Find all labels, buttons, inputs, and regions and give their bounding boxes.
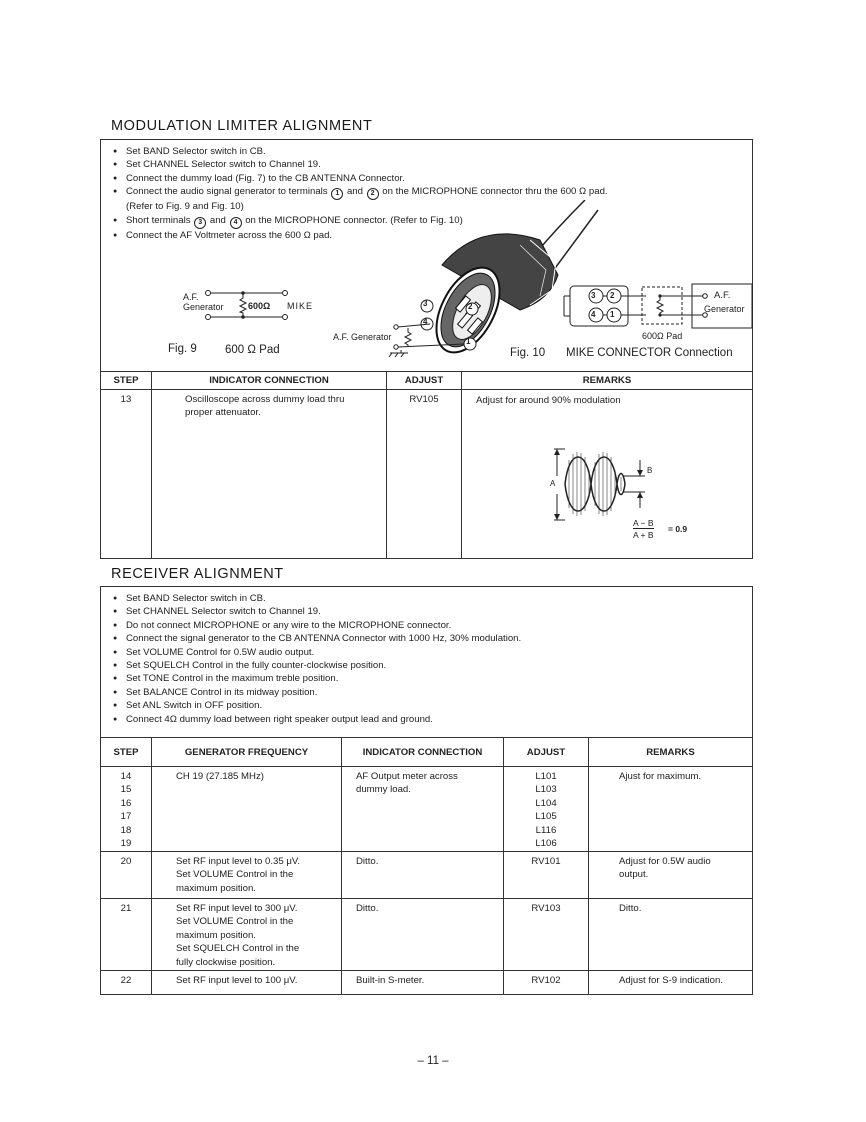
generator-line: CH 19 (27.185 MHz) — [176, 771, 264, 782]
generator-cell — [152, 971, 342, 995]
receiver-table — [100, 737, 753, 995]
remarks-line: output. — [619, 869, 649, 881]
receiver-bullet: ● Set CHANNEL Selector switch to Channel 19. — [113, 605, 521, 618]
indicator-cell — [342, 767, 504, 852]
table-row — [101, 899, 753, 971]
remarks-cell — [589, 971, 753, 995]
col-header-adjust: ADJUST — [387, 372, 462, 390]
receiver-bullet: ● Set BAND Selector switch in CB. — [113, 592, 521, 605]
bullet-text: Short terminals — [126, 214, 191, 226]
remarks-cell — [589, 767, 753, 852]
ratio-value: = 0.9 — [668, 524, 688, 534]
bullet-text: on the MICROPHONE connector. (Refer to Fig. 10) — [245, 214, 463, 226]
adjust-cell — [504, 971, 589, 995]
receiver-bullet: ● Set ANL Switch in OFF position. — [113, 699, 521, 712]
adjust-cell: RV105 — [387, 390, 462, 559]
indicator-cell — [342, 899, 504, 971]
indicator-line: AF Output meter across — [356, 771, 458, 782]
step-value: 15 — [120, 784, 132, 796]
fig10-caption-text: MIKE CONNECTOR Connection — [566, 347, 733, 359]
adjust-value: RV102 — [531, 975, 561, 986]
fig9-mike-label: MIKE — [287, 301, 314, 311]
adjust-value: RV101 — [531, 856, 561, 867]
terminal-2-marker: 2 — [367, 188, 379, 200]
indicator-line: Oscilloscope across dummy load thru — [185, 394, 345, 405]
indicator-line: dummy load. — [356, 784, 411, 796]
receiver-instructions — [113, 592, 521, 726]
col-header-step: STEP — [101, 738, 152, 767]
remarks-line: Ditto. — [619, 903, 642, 914]
modulation-bullet: ● Connect the AF Voltmeter across the 600 Ω pad. — [113, 229, 608, 242]
modulation-bullet — [113, 185, 608, 200]
step-cell: 13 — [101, 390, 152, 559]
terminal-3-marker: 3 — [194, 217, 206, 229]
generator-line: Set RF input level to 100 μV. — [176, 975, 298, 986]
col-header-remarks: REMARKS — [589, 738, 753, 767]
adjust-value: L105 — [535, 811, 557, 823]
generator-cell — [152, 899, 342, 971]
receiver-title: RECEIVER ALIGNMENT — [111, 566, 284, 582]
bullet-text: Connect the audio signal generator to terminals — [126, 186, 328, 198]
remarks-text: Adjust for around 90% modulation — [476, 395, 621, 406]
fig10-af-label: A.F. — [714, 290, 731, 301]
terminal-1-marker: 1 — [331, 188, 343, 200]
indicator-cell — [152, 390, 387, 559]
adjust-value: L104 — [535, 797, 557, 809]
generator-line: Set VOLUME Control in the — [176, 869, 294, 881]
adjust-cell — [504, 852, 589, 899]
ratio-numerator: A − B — [633, 518, 654, 528]
step-value: 17 — [120, 811, 132, 823]
step-value: 14 — [120, 771, 132, 782]
generator-line: Set VOLUME Control in the — [176, 916, 294, 928]
step-cell — [101, 899, 152, 971]
generator-line: Set RF input level to 300 μV. — [176, 903, 298, 914]
pin-2-label: 2 — [468, 302, 473, 311]
fig10-generator-label: Generator — [704, 304, 745, 314]
receiver-bullet: ● Set BALANCE Control in its midway position. — [113, 686, 521, 699]
indicator-cell — [342, 852, 504, 899]
remarks-line: Ajust for maximum. — [619, 771, 702, 782]
indicator-line: proper attenuator. — [185, 407, 261, 419]
col-header-indicator: INDICATOR CONNECTION — [152, 372, 387, 390]
fig9-caption-text: 600 Ω Pad — [225, 344, 280, 356]
receiver-bullet: ● Do not connect MICROPHONE or any wire to the MICROPHONE connector. — [113, 619, 521, 632]
col-header-adjust: ADJUST — [504, 738, 589, 767]
adjust-value: L103 — [535, 784, 557, 796]
receiver-bullet: ● Connect 4Ω dummy load between right speaker output lead and ground. — [113, 713, 521, 726]
indicator-cell — [342, 971, 504, 995]
ratio-denominator: A + B — [633, 530, 654, 540]
page-number: – 11 – — [417, 1055, 449, 1067]
generator-line: maximum position. — [176, 882, 256, 894]
terminal-4-marker: 4 — [230, 217, 242, 229]
fig10-pad-label: 600Ω Pad — [642, 331, 683, 341]
fig9-af-label: A.F. — [183, 292, 199, 302]
fig10-pin-2: 2 — [610, 291, 615, 300]
step-value: 19 — [120, 838, 132, 850]
remarks-line: Adjust for S-9 indication. — [619, 975, 723, 986]
generator-line: Set RF input level to 0.35 μV. — [176, 856, 301, 867]
fig10-pin-1: 1 — [610, 310, 615, 319]
col-header-step: STEP — [101, 372, 152, 390]
modulation-bullet: ● Connect the dummy load (Fig. 7) to the CB ANTENNA Connector. — [113, 172, 608, 185]
indicator-line: Ditto. — [356, 856, 379, 867]
generator-line: fully clockwise position. — [176, 956, 276, 968]
waveform-b-label: B — [647, 466, 653, 475]
indicator-line: Ditto. — [356, 903, 379, 914]
fig10-af-generator-label: A.F. Generator — [333, 332, 392, 342]
remarks-cell — [589, 852, 753, 899]
bullet-text: and — [209, 214, 226, 226]
modulation-bullet: ● Set BAND Selector switch in CB. — [113, 145, 608, 158]
pin-4-label: 4 — [423, 317, 428, 326]
step-value: 21 — [120, 903, 132, 914]
pin-3-label: 3 — [423, 299, 428, 308]
modulation-bullet: ● Set CHANNEL Selector switch to Channel 19. — [113, 158, 608, 171]
step-value: 22 — [120, 975, 132, 986]
receiver-bullet: ● Set TONE Control in the maximum treble position. — [113, 672, 521, 685]
step-value: 20 — [120, 856, 132, 867]
step-cell — [101, 852, 152, 899]
col-header-generator: GENERATOR FREQUENCY — [152, 738, 342, 767]
adjust-cell — [504, 767, 589, 852]
generator-line: Set SQUELCH Control in the — [176, 943, 300, 955]
remarks-line: Adjust for 0.5W audio — [619, 856, 711, 867]
fig9-ohm-label: 600Ω — [248, 301, 271, 311]
waveform-a-label: A — [550, 479, 556, 488]
fig10-caption-number: Fig. 10 — [510, 347, 546, 359]
bullet-text: on the MICROPHONE connector thru the 600 Ω pad. — [382, 186, 608, 198]
adjust-value: RV103 — [531, 903, 561, 914]
remarks-cell — [589, 899, 753, 971]
fig10-pin-4: 4 — [591, 310, 596, 319]
bullet-text: (Refer to Fig. 9 and Fig. 10) — [126, 201, 244, 213]
fig10-pin-3: 3 — [591, 291, 596, 300]
adjust-value: L101 — [535, 771, 557, 782]
modulation-title: MODULATION LIMITER ALIGNMENT — [111, 118, 373, 134]
receiver-bullet: ● Set SQUELCH Control in the fully counter-clockwise position. — [113, 659, 521, 672]
receiver-bullet: ● Set VOLUME Control for 0.5W audio output. — [113, 646, 521, 659]
adjust-value: L116 — [535, 824, 557, 836]
bullet-text: and — [346, 186, 363, 198]
pin-1-label: 1 — [466, 337, 471, 346]
table-row — [101, 767, 753, 852]
generator-cell — [152, 767, 342, 852]
adjust-value: L106 — [535, 838, 557, 850]
fig9-caption-number: Fig. 9 — [168, 343, 197, 355]
fig9-generator-label: Generator — [183, 302, 224, 312]
step-value: 18 — [120, 824, 132, 836]
table-row — [101, 971, 753, 995]
indicator-line: Built-in S-meter. — [356, 975, 425, 986]
generator-cell — [152, 852, 342, 899]
col-header-remarks: REMARKS — [462, 372, 753, 390]
step-cell — [101, 971, 152, 995]
adjust-cell — [504, 899, 589, 971]
table-row — [101, 852, 753, 899]
receiver-bullet: ● Connect the signal generator to the CB ANTENNA Connector with 1000 Hz, 30% modulation. — [113, 632, 521, 645]
col-header-indicator: INDICATOR CONNECTION — [342, 738, 504, 767]
modulation-waveform — [545, 440, 665, 525]
step-value: 16 — [120, 797, 132, 809]
step-cell — [101, 767, 152, 852]
generator-line: maximum position. — [176, 929, 256, 941]
